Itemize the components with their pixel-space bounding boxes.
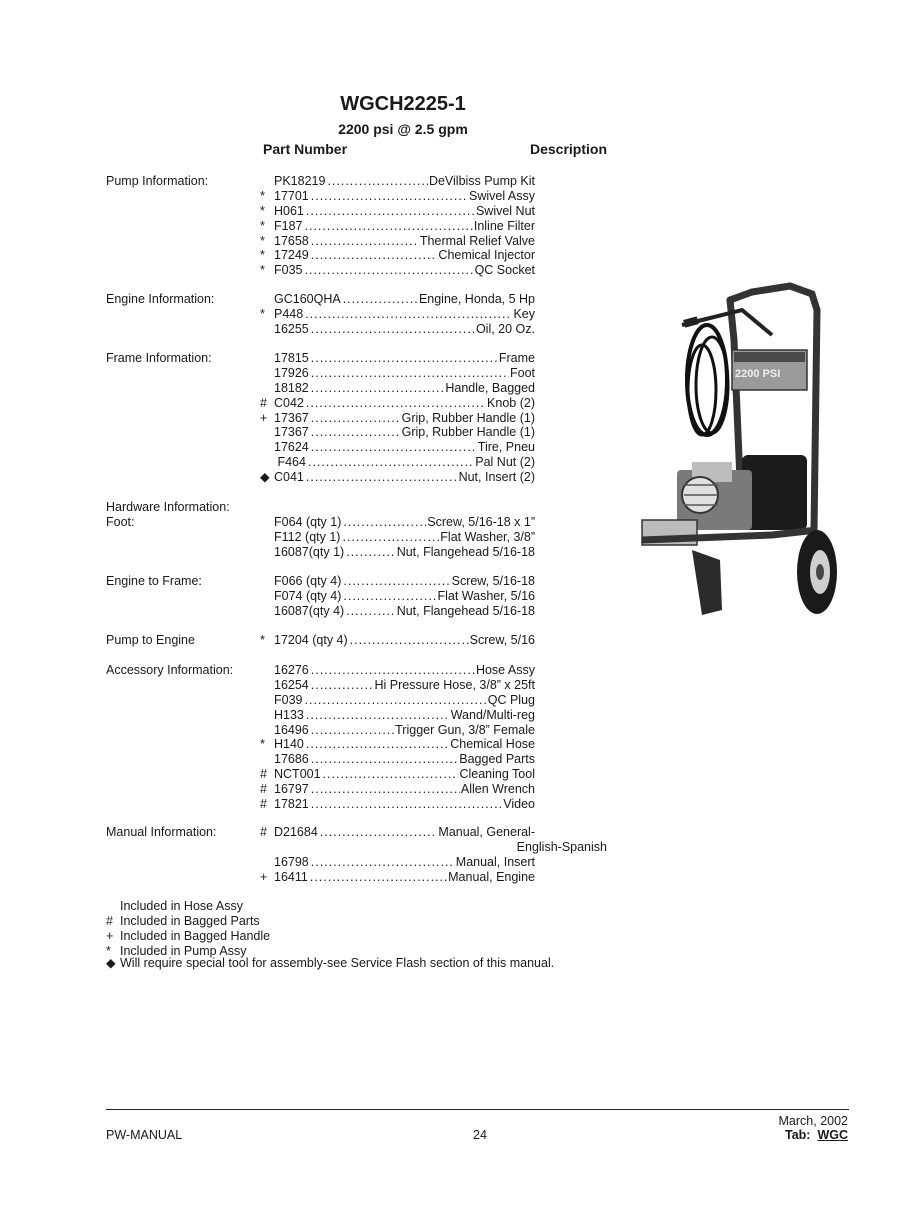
- part-description: Oil, 20 Oz.: [475, 321, 535, 336]
- part-description: Swivel Assy: [469, 188, 535, 203]
- part-description: Flat Washer, 3/8”: [440, 529, 535, 544]
- dot-leader: [311, 752, 458, 767]
- part-number: F074 (qty 4): [274, 588, 342, 603]
- part-row: [260, 693, 535, 708]
- part-description: Trigger Gun, 3/8” Female: [395, 722, 535, 737]
- dot-leader: [308, 455, 474, 470]
- part-row: [260, 737, 535, 752]
- part-number: 17815: [274, 351, 309, 365]
- part-number: 17701: [274, 188, 309, 203]
- dot-leader: [311, 411, 401, 426]
- part-description: Bagged Parts: [459, 752, 535, 767]
- part-description: Flat Washer, 5/16: [437, 588, 535, 603]
- footer-rule: [106, 1109, 849, 1110]
- part-number: 18182: [274, 380, 309, 395]
- dot-leader: [305, 219, 473, 234]
- section-rows: [260, 292, 535, 337]
- part-number: C041: [274, 470, 304, 485]
- part-description: Foot: [509, 365, 535, 380]
- part-description: Hose Assy: [475, 663, 535, 677]
- note-item: + Included in Bagged Handle: [106, 928, 271, 943]
- part-description: Screw, 5/16-18 x 1”: [427, 514, 535, 529]
- part-number: 16087(qty 1): [274, 544, 345, 559]
- part-description: QC Socket: [474, 263, 535, 278]
- part-number: F464: [274, 455, 306, 470]
- part-number: 16797: [274, 782, 309, 797]
- part-number: 16798: [274, 854, 309, 869]
- part-marker: *: [260, 306, 265, 321]
- part-row: [260, 174, 535, 189]
- part-row: [260, 767, 535, 782]
- dot-leader: [311, 381, 445, 396]
- part-row: [260, 723, 535, 738]
- part-number: F064 (qty 1): [274, 514, 342, 529]
- part-description: Wand/Multi-reg: [450, 707, 535, 722]
- part-description: Swivel Nut: [475, 203, 535, 218]
- dot-leader: [311, 322, 475, 337]
- part-description: Grip, Rubber Handle (1): [401, 410, 535, 425]
- dot-leader: [306, 737, 449, 752]
- dot-leader: [350, 633, 469, 648]
- dot-leader: [306, 396, 486, 411]
- part-number: GC160QHA: [274, 292, 341, 306]
- part-row: [260, 678, 535, 693]
- part-row: [260, 425, 535, 440]
- part-number: 17249: [274, 248, 309, 263]
- section-rows: [260, 515, 535, 560]
- part-marker: *: [260, 203, 265, 218]
- part-description: QC Plug: [487, 692, 535, 707]
- dot-leader: [327, 174, 428, 189]
- dot-leader: [306, 204, 475, 219]
- part-row: [260, 219, 535, 234]
- section-label: Pump Information:: [106, 174, 209, 188]
- section-label: Manual Information:: [106, 825, 217, 839]
- rating-subtitle: 2200 psi @ 2.5 gpm: [338, 121, 468, 137]
- section-rows: [260, 633, 535, 648]
- dot-leader: [306, 708, 450, 723]
- dot-leader: [343, 574, 450, 589]
- footer-manual-name: PW-MANUAL: [106, 1128, 183, 1142]
- part-description: Video: [503, 797, 535, 812]
- part-description: English-Spanish: [516, 839, 607, 854]
- part-number: 16087(qty 4): [274, 603, 345, 618]
- part-row: [260, 366, 535, 381]
- part-description: Inline Filter: [473, 218, 535, 233]
- part-number: PK18219: [274, 174, 326, 188]
- part-row: [260, 633, 535, 648]
- dot-leader: [311, 797, 502, 812]
- dot-leader: [311, 723, 394, 738]
- part-row: [260, 589, 535, 604]
- dot-leader: [323, 767, 459, 782]
- part-description: Manual, Insert: [455, 854, 535, 869]
- dot-leader: [311, 189, 468, 204]
- part-description: Nut, Insert (2): [458, 470, 535, 485]
- part-number: 16411: [274, 869, 308, 884]
- dot-leader: [305, 693, 487, 708]
- dot-leader: [305, 263, 474, 278]
- part-row: [260, 189, 535, 204]
- part-number: F039: [274, 692, 303, 707]
- part-number: H140: [274, 737, 304, 752]
- part-row: [260, 381, 535, 396]
- dot-leader: [306, 470, 458, 485]
- part-row: [260, 825, 535, 840]
- dot-leader: [311, 782, 460, 797]
- dot-leader: [311, 440, 477, 455]
- part-description: Grip, Rubber Handle (1): [401, 425, 535, 440]
- part-number: 16276: [274, 663, 309, 677]
- model-title: WGCH2225-1: [340, 93, 466, 115]
- part-description: DeVilbiss Pump Kit: [428, 174, 535, 188]
- part-row: [260, 663, 535, 678]
- section-label: Engine to Frame:: [106, 574, 202, 588]
- part-number: 17367: [274, 410, 309, 425]
- part-number-header: Part Number: [263, 141, 348, 157]
- section-sublabel: Foot:: [106, 514, 135, 529]
- part-row: [260, 839, 607, 855]
- part-row: [260, 307, 535, 322]
- part-row: [260, 455, 535, 470]
- part-number: F066 (qty 4): [274, 574, 342, 588]
- note-item: Included in Hose Assy: [120, 899, 243, 913]
- part-marker: #: [260, 797, 267, 812]
- note-item: # Included in Bagged Parts: [106, 913, 260, 928]
- dot-leader: [310, 870, 447, 885]
- footer-date: March, 2002: [778, 1114, 848, 1128]
- part-number: C042: [274, 395, 304, 410]
- part-row: [260, 351, 535, 366]
- part-row: [260, 545, 535, 560]
- dot-leader: [311, 663, 475, 678]
- part-marker: *: [260, 248, 265, 263]
- dot-leader: [311, 855, 455, 870]
- part-number: H133: [274, 707, 304, 722]
- part-description: Allen Wrench: [460, 782, 535, 797]
- part-description: Manual, General-: [438, 825, 535, 839]
- part-row: [260, 515, 535, 530]
- part-row: [260, 411, 535, 426]
- part-number: D21684: [274, 825, 318, 839]
- part-marker: *: [260, 737, 265, 752]
- part-number: 17926: [274, 365, 309, 380]
- part-number: 17204 (qty 4): [274, 633, 348, 647]
- part-number: F187: [274, 218, 303, 233]
- section-label: Engine Information:: [106, 292, 215, 306]
- section-rows: [260, 174, 535, 278]
- part-number: P448: [274, 306, 304, 321]
- dot-leader: [311, 351, 498, 366]
- part-number: 16254: [274, 677, 309, 692]
- part-row: [260, 396, 535, 411]
- part-row: [260, 782, 535, 797]
- part-row: [260, 604, 535, 619]
- part-description: Hi Pressure Hose, 3/8” x 25ft: [374, 677, 535, 692]
- legend-notes: [106, 899, 554, 971]
- part-number: 17624: [274, 440, 309, 455]
- part-row: [260, 530, 535, 545]
- part-marker: #: [260, 395, 267, 410]
- note-item: ◆ Will require special tool for assembly-see Service Flash section of this manual.: [106, 955, 555, 970]
- section-rows: [260, 351, 535, 485]
- part-marker: *: [260, 233, 265, 248]
- part-marker: +: [260, 869, 268, 884]
- part-row: [260, 204, 535, 219]
- part-description: Handle, Bagged: [445, 380, 535, 395]
- part-row: [260, 708, 535, 723]
- part-row: [260, 574, 535, 589]
- part-marker: +: [260, 410, 268, 425]
- dot-leader: [311, 678, 374, 693]
- part-description: Nut, Flangehead 5/16-18: [396, 544, 535, 559]
- part-row: [260, 263, 535, 278]
- part-description: Chemical Injector: [438, 248, 535, 263]
- part-description: Engine, Honda, 5 Hp: [418, 292, 535, 306]
- dot-leader: [343, 515, 426, 530]
- part-number: F112 (qty 1): [274, 529, 341, 544]
- part-marker: #: [260, 782, 267, 797]
- part-description: Key: [513, 306, 535, 321]
- description-header: Description: [529, 141, 607, 157]
- part-marker: *: [260, 633, 265, 647]
- part-marker: *: [260, 263, 265, 278]
- dot-leader: [311, 234, 419, 249]
- part-row: [260, 797, 535, 812]
- part-number: F035: [274, 263, 303, 278]
- part-number: 17367: [274, 425, 309, 440]
- part-description: Manual, Engine: [448, 869, 535, 884]
- part-row: [260, 322, 535, 337]
- part-description: Nut, Flangehead 5/16-18: [396, 603, 535, 618]
- part-row: [260, 855, 535, 870]
- section-rows: [260, 663, 535, 812]
- part-description: Tire, Pneu: [477, 440, 535, 455]
- dot-leader: [305, 307, 512, 322]
- dot-leader: [311, 366, 509, 381]
- dot-leader: [346, 604, 396, 619]
- part-description: Knob (2): [487, 395, 535, 410]
- section-label: Hardware Information:: [106, 500, 230, 514]
- part-number: NCT001: [274, 767, 321, 782]
- part-marker: *: [260, 188, 265, 203]
- dot-leader: [343, 589, 436, 604]
- section-rows: [260, 825, 607, 885]
- pressure-washer-image: [622, 280, 847, 625]
- image-banner-text: 2200 PSI: [735, 368, 781, 380]
- part-marker: #: [260, 767, 267, 782]
- dot-leader: [343, 292, 418, 307]
- dot-leader: [320, 825, 438, 840]
- part-number: 16496: [274, 722, 309, 737]
- part-row: [260, 470, 535, 485]
- part-number: 17686: [274, 752, 309, 767]
- section-label: Accessory Information:: [106, 663, 234, 677]
- part-number: 16255: [274, 321, 309, 336]
- part-description: Screw, 5/16: [469, 633, 535, 647]
- part-row: [260, 752, 535, 767]
- dot-leader: [346, 545, 396, 560]
- part-description: Screw, 5/16-18: [451, 574, 535, 588]
- part-description: Frame: [498, 351, 535, 365]
- dot-leader: [311, 248, 438, 263]
- part-row: [260, 248, 535, 263]
- footer-tab: Tab: WGC: [785, 1128, 848, 1142]
- note-item: * Included in Pump Assy: [106, 943, 247, 958]
- part-number: 17821: [274, 797, 309, 812]
- section-label: Frame Information:: [106, 351, 212, 365]
- part-marker: *: [260, 218, 265, 233]
- part-number: H061: [274, 203, 304, 218]
- part-row: [260, 234, 535, 249]
- part-marker: ◆: [260, 470, 270, 485]
- part-row: [260, 292, 535, 307]
- part-description: Thermal Relief Valve: [419, 233, 535, 248]
- section-rows: [260, 574, 535, 619]
- part-description: Pal Nut (2): [475, 455, 535, 470]
- dot-leader: [342, 530, 439, 545]
- section-label: Pump to Engine: [106, 633, 195, 647]
- part-number: 17658: [274, 233, 309, 248]
- part-marker: #: [260, 825, 267, 839]
- part-description: Chemical Hose: [450, 737, 535, 752]
- part-row: [260, 870, 535, 885]
- part-description: Cleaning Tool: [459, 767, 535, 782]
- page-number: 24: [473, 1128, 487, 1142]
- part-row: [260, 440, 535, 455]
- dot-leader: [311, 425, 401, 440]
